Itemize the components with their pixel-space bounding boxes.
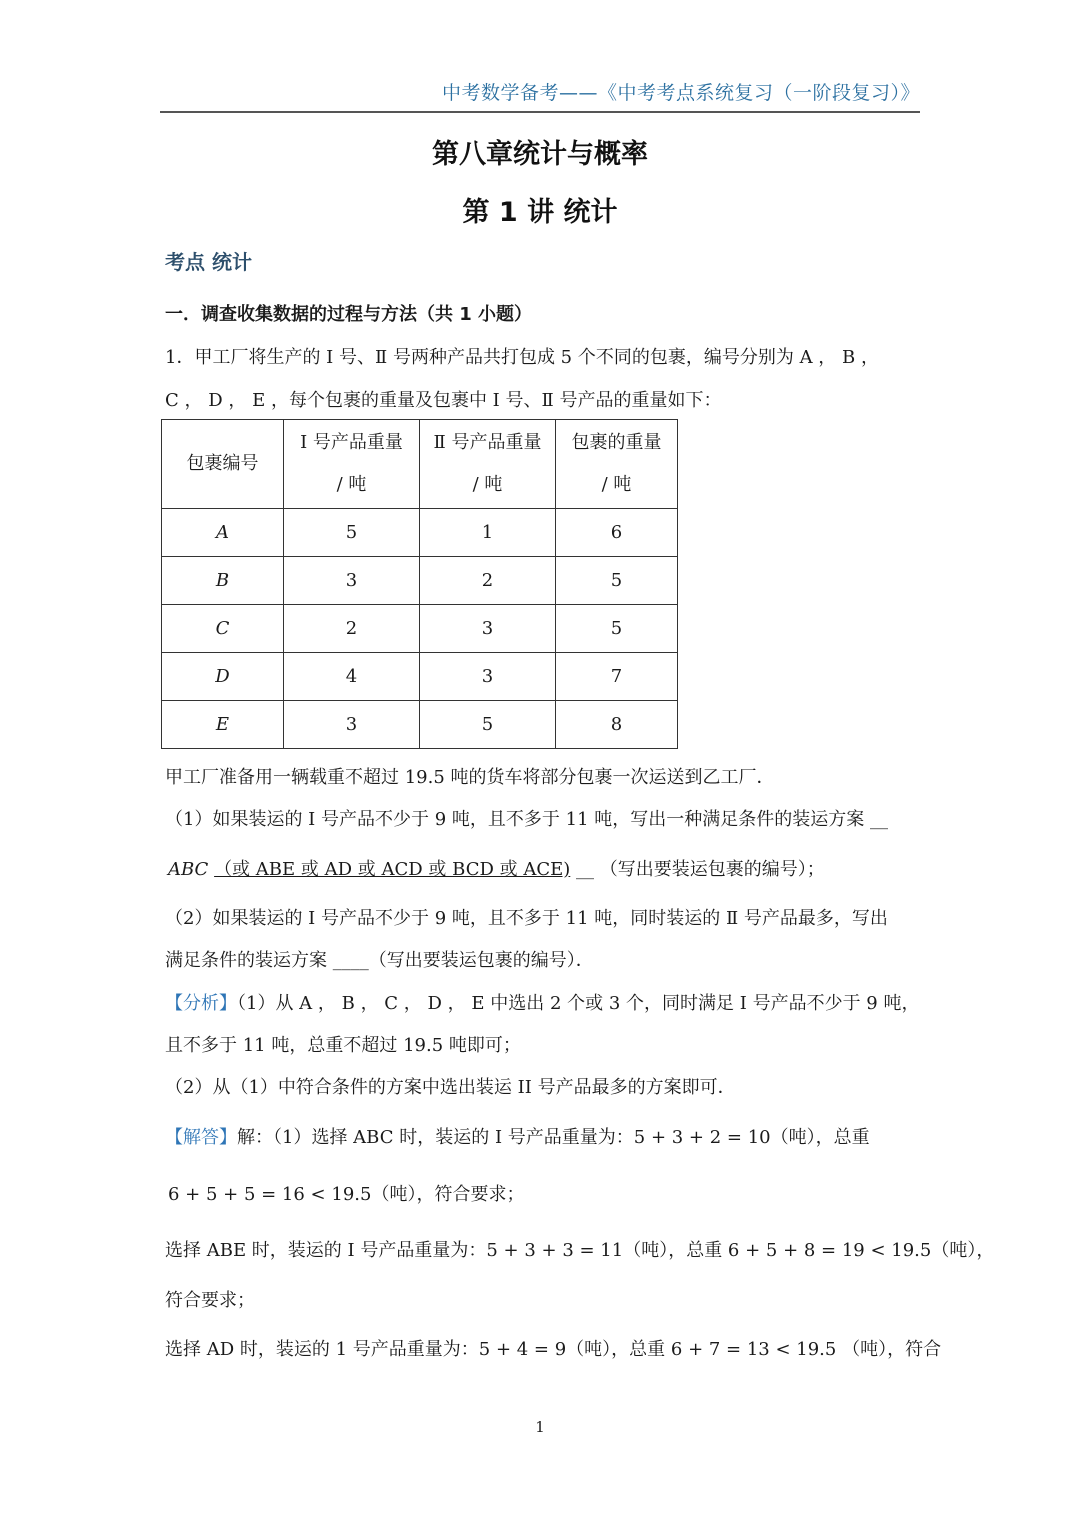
table-cell: D: [162, 653, 284, 701]
table-row: [162, 653, 678, 701]
table-cell: 6: [556, 509, 678, 557]
table-row: [162, 701, 678, 749]
section-heading: 一．调查收集数据的过程与方法（共 1 小题）: [165, 304, 533, 325]
table-cell: B: [162, 557, 284, 605]
table-cell: 3: [420, 653, 556, 701]
solution-tag: 【解答】: [165, 1127, 237, 1148]
context-sentence: 甲工厂准备用一辆载重不超过 19.5 吨的货车将部分包裹一次运送到乙工厂．: [165, 767, 775, 788]
solution-line-4: 符合要求；: [165, 1290, 255, 1311]
answer-alternatives: （或 ABE 或 AD 或 ACD 或 BCD 或 ACE): [214, 859, 571, 880]
table-header-cell: [420, 420, 556, 509]
table-cell: 3: [284, 701, 420, 749]
chapter-title: 第八章统计与概率: [432, 139, 648, 170]
solution-text: 解：（1）选择 ABC 时，装运的 I 号产品重量为：5 + 3 + 2 = 10（吨），总重: [237, 1127, 870, 1148]
question-1-line-1: （1）如果装运的 Ⅰ 号产品不少于 9 吨，且不多于 11 吨，写出一种满足条件的装运方案 __: [165, 809, 888, 830]
answer-main: ABC: [168, 859, 209, 880]
problem-line-2: C ， D ， E ，每个包裹的重量及包裹中 Ⅰ 号、Ⅱ 号产品的重量如下：: [165, 390, 722, 411]
header-text: 包裹的重量: [571, 432, 662, 453]
topic-label: 考点 统计: [165, 250, 252, 274]
question-2-line-2: 满足条件的装运方案 ____（写出要装运包裹的编号）．: [165, 950, 594, 971]
table-cell: 5: [284, 509, 420, 557]
page-number: 1: [535, 1418, 545, 1436]
table-cell: 7: [556, 653, 678, 701]
table-cell: 5: [556, 605, 678, 653]
table-header-cell: [162, 420, 284, 509]
answer-instruction: （写出要装运包裹的编号）；: [599, 859, 825, 880]
solution-line-2: 6 + 5 + 5 = 16 < 19.5（吨），符合要求；: [168, 1184, 525, 1205]
table-cell: 5: [556, 557, 678, 605]
lecture-title: 第 1 讲 统计: [462, 197, 618, 228]
table-cell: 3: [420, 605, 556, 653]
solution-line-5: 选择 AD 时，装运的 1 号产品重量为：5 + 4 = 9（吨），总重 6 + 7 = 13 < 19.5 （吨），符合: [165, 1339, 942, 1360]
running-header: 中考数学备考——《中考考点系统复习（一阶段复习）》: [441, 82, 920, 104]
table-cell: C: [162, 605, 284, 653]
table-cell: 4: [284, 653, 420, 701]
solution-line-3: 选择 ABE 时，装运的 I 号产品重量为：5 + 3 + 3 = 11（吨），总重 6 + 5 + 8 = 19 < 19.5（吨），: [165, 1240, 995, 1261]
header-divider: [160, 111, 920, 113]
table-cell: 3: [284, 557, 420, 605]
header-unit: / 吨: [472, 474, 503, 495]
analysis-line-1: [165, 989, 919, 1015]
analysis-line-2: 且不多于 11 吨，总重不超过 19.5 吨即可；: [165, 1035, 521, 1056]
answer-blank: __: [576, 859, 595, 880]
analysis-text: （1）从 A ， B ， C ， D ， E 中选出 2 个或 3 个，同时满足 I 号产品不少于 9 吨，: [237, 993, 920, 1014]
package-weight-table: [161, 419, 678, 749]
question-2-line-1: （2）如果装运的 Ⅰ 号产品不少于 9 吨，且不多于 11 吨，同时装运的 Ⅱ 号产品最多，写出: [165, 908, 888, 929]
table-header-cell: [284, 420, 420, 509]
table-cell: E: [162, 701, 284, 749]
analysis-line-3: （2）从（1）中符合条件的方案中选出装运 II 号产品最多的方案即可．: [165, 1077, 736, 1098]
table-cell: 1: [420, 509, 556, 557]
table-cell: 5: [420, 701, 556, 749]
table-row: [162, 605, 678, 653]
table-row: [162, 557, 678, 605]
header-unit: / 吨: [336, 474, 367, 495]
table-cell: 2: [284, 605, 420, 653]
table-cell: 2: [420, 557, 556, 605]
table-cell: A: [162, 509, 284, 557]
solution-line-1: [165, 1123, 870, 1149]
header-text: Ⅰ 号产品重量: [300, 432, 403, 453]
table-header-row: [162, 420, 678, 509]
table-cell: 8: [556, 701, 678, 749]
header-text: Ⅱ 号产品重量: [433, 432, 542, 453]
table-header-cell: [556, 420, 678, 509]
question-1-answer: [168, 855, 825, 881]
problem-line-1: 1．甲工厂将生产的 Ⅰ 号、Ⅱ 号两种产品共打包成 5 个不同的包裹，编号分别为 A ， B ，: [165, 347, 879, 368]
header-unit: / 吨: [601, 474, 632, 495]
table-row: [162, 509, 678, 557]
header-text: 包裹编号: [186, 453, 259, 474]
analysis-tag: 【分析】: [165, 993, 237, 1014]
